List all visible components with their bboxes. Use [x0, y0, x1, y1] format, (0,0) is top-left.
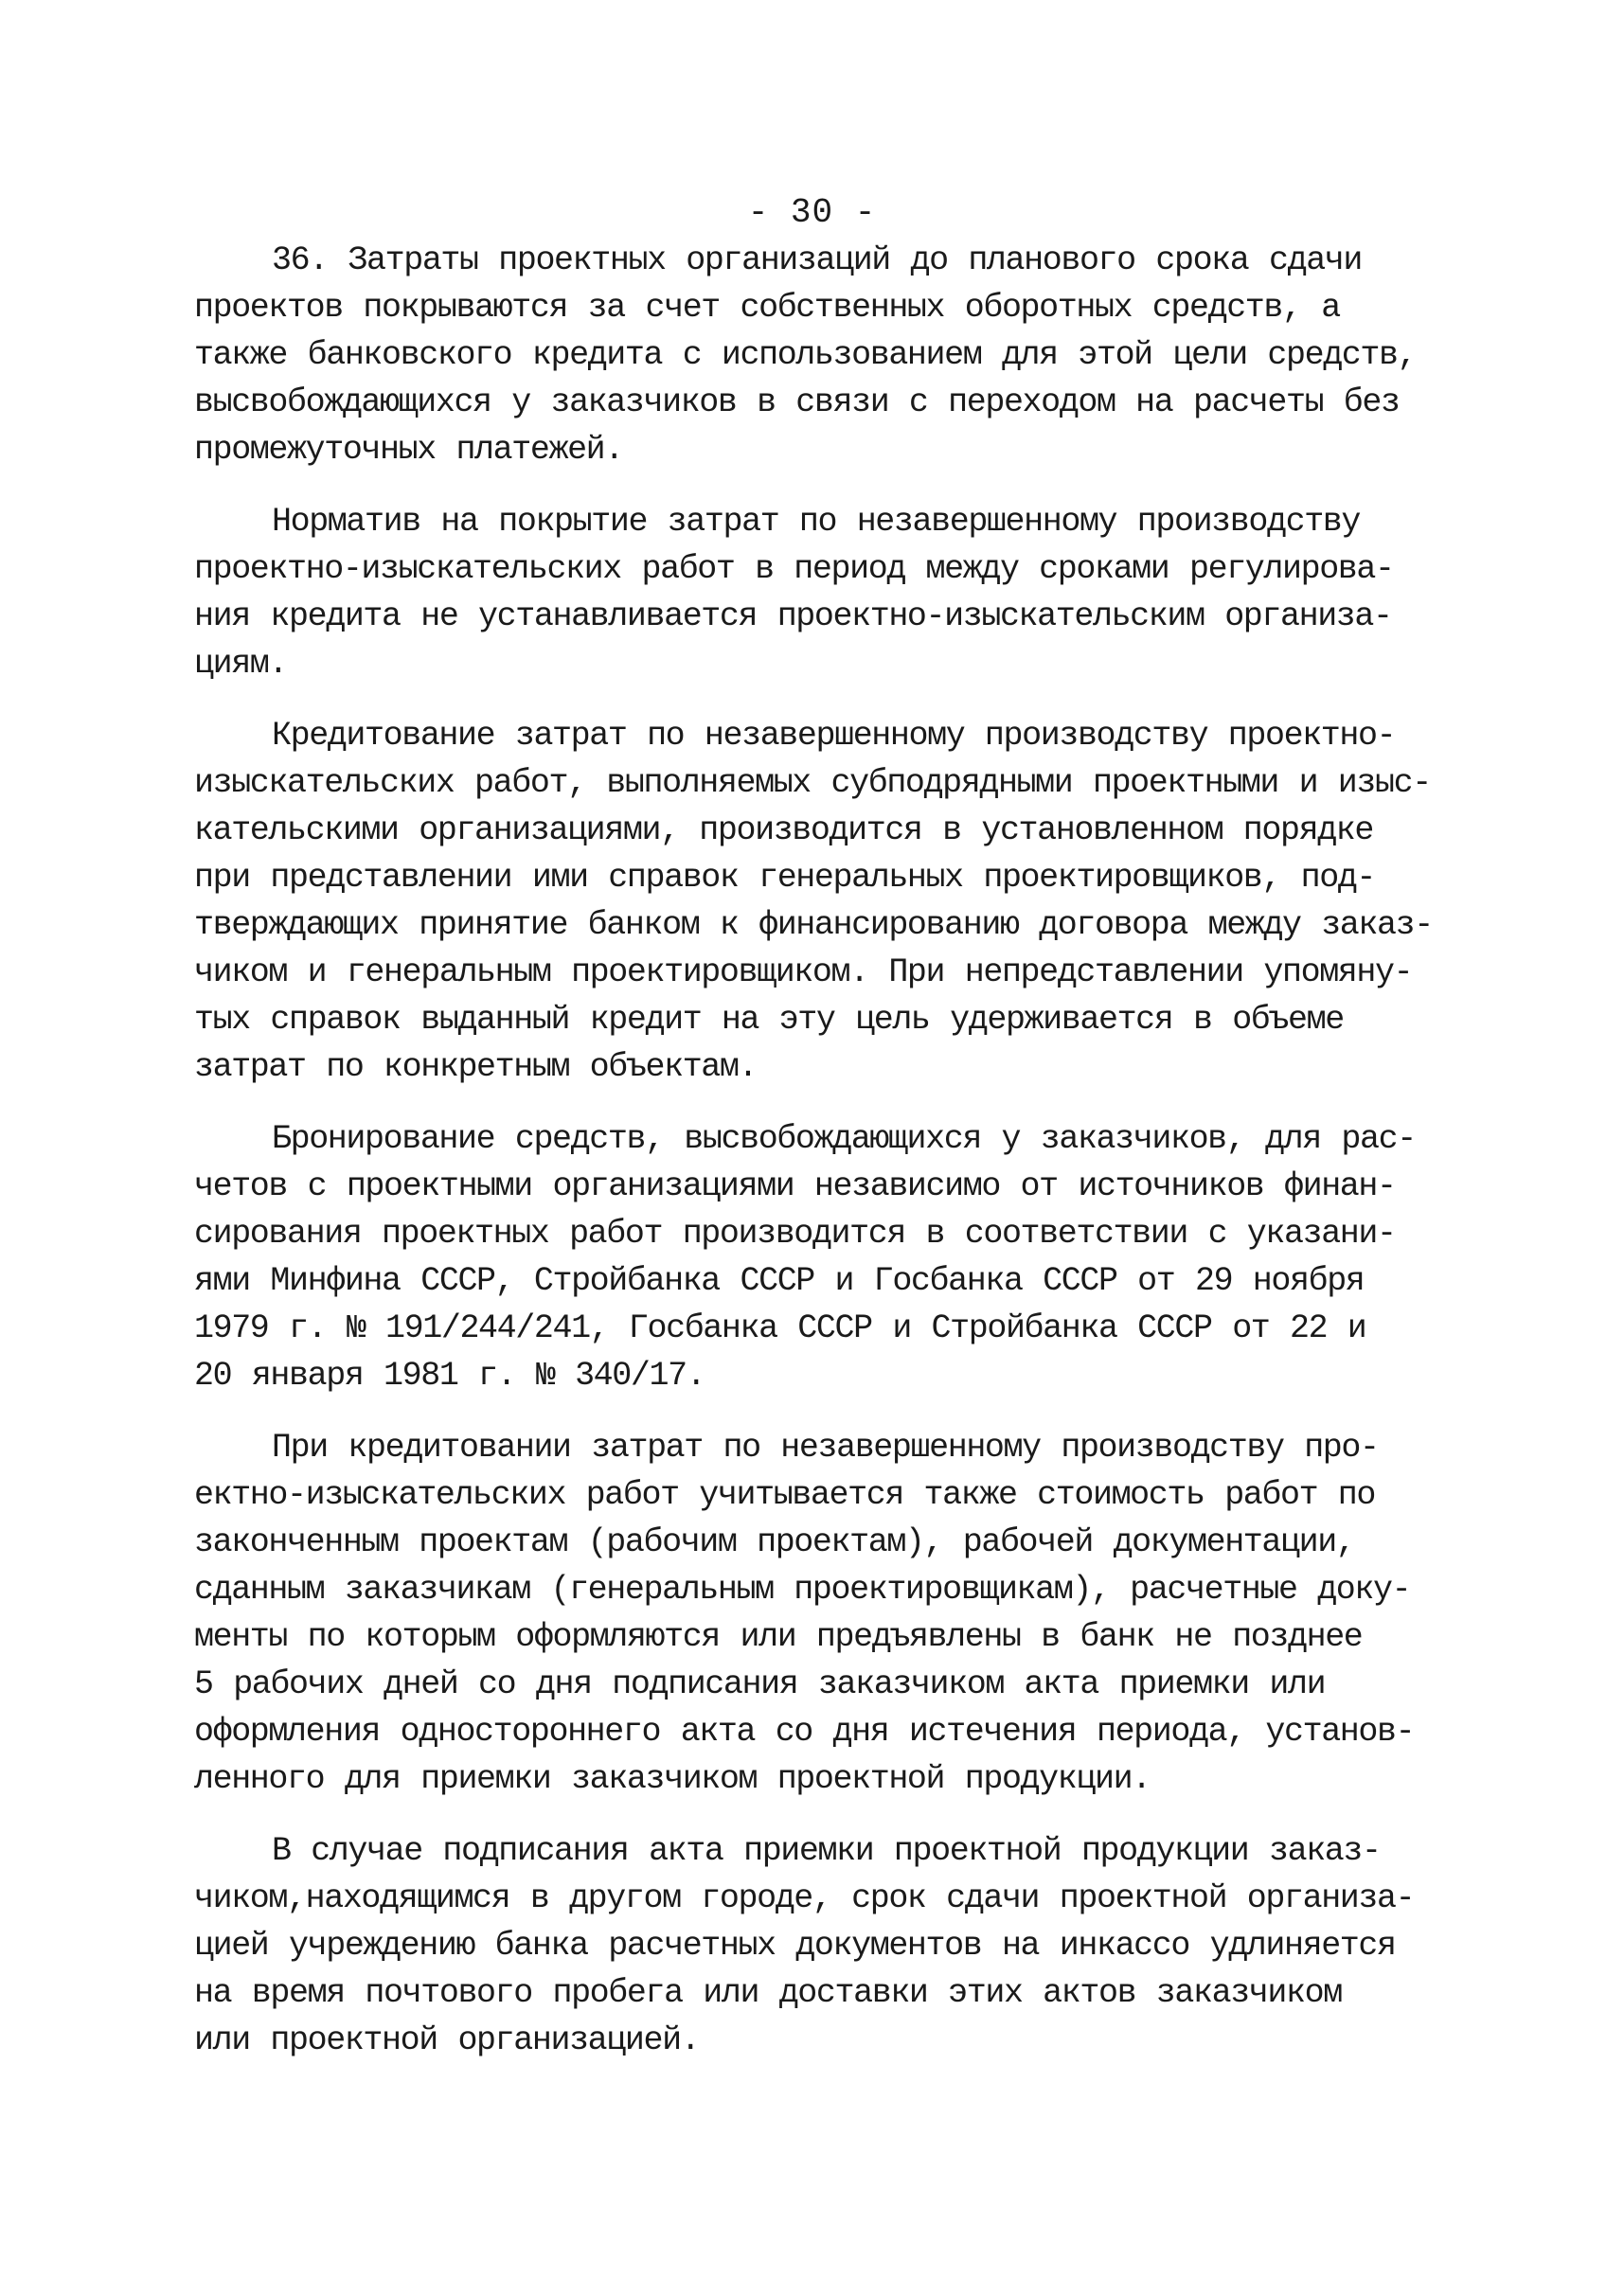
text-line: промежуточных платежей. — [194, 431, 623, 469]
text-line: проектов покрываются за счет собственных оборотных средств, а — [194, 289, 1340, 327]
paragraph-crediting — [194, 712, 1463, 1091]
text-line: 1979 г. № 191/244/241, Госбанка СССР и Стройбанка СССР от 22 и — [194, 1309, 1366, 1347]
text-line: 5 рабочих дней со дня подписания заказчиком акта приемки или — [194, 1665, 1326, 1703]
text-line: оформления одностороннего акта со дня истечения периода, установ- — [194, 1713, 1415, 1751]
text-line: тверждающих принятие банком к финансированию договора между заказ- — [194, 906, 1433, 944]
text-line: законченным проектам (рабочим проектам), рабочей документации, — [194, 1523, 1355, 1561]
document-body — [194, 237, 1463, 2089]
paragraph-other-city — [194, 1827, 1463, 2064]
text-line: на время почтового пробега или доставки этих актов заказчиком — [194, 1974, 1342, 2012]
paragraph-reservation — [194, 1115, 1463, 1399]
text-line: циям. — [194, 645, 288, 683]
text-line: или проектной организацией. — [194, 2021, 700, 2059]
text-line: цией учреждению банка расчетных документов на инкассо удлиняется — [194, 1927, 1396, 1965]
text-line: изыскательских работ, выполняемых субподрядными проектными и изыс- — [194, 764, 1431, 802]
paragraph-normative — [194, 498, 1463, 687]
text-line: ями Минфина СССР, Стройбанка СССР и Госбанка СССР от 29 ноября — [194, 1262, 1365, 1300]
text-line: Кредитование затрат по незавершенному производству проектно- — [272, 717, 1396, 755]
text-line: затрат по конкретным объектам. — [194, 1048, 758, 1086]
paragraph-completed-projects — [194, 1424, 1463, 1803]
text-line: сданным заказчикам (генеральным проектировщикам), расчетные доку- — [194, 1571, 1411, 1609]
text-line: В случае подписания акта приемки проектной продукции заказ- — [272, 1832, 1381, 1870]
text-line: кательскими организациями, производится в установленном порядке — [194, 811, 1374, 849]
text-line: чиком,находящимся в другом городе, срок сдачи проектной организа- — [194, 1879, 1415, 1917]
text-line: 36. Затраты проектных организаций до планового срока сдачи — [272, 241, 1362, 279]
page-number: - 30 - — [747, 193, 877, 232]
text-line: также банковского кредита с использованием для этой цели средств, — [194, 336, 1417, 374]
text-line: 20 января 1981 г. № 340/17. — [194, 1357, 705, 1395]
text-line: При кредитовании затрат по незавершенному производству про- — [272, 1429, 1379, 1467]
text-line: менты по которым оформляются или предъявлены в банк не позднее — [194, 1618, 1363, 1656]
text-line: проектно-изыскательских работ в период между сроками регулирова- — [194, 550, 1394, 588]
text-line: ектно-изыскательских работ учитывается также стоимость работ по — [194, 1476, 1376, 1514]
text-line: Норматив на покрытие затрат по незавершенному производству — [272, 503, 1360, 541]
text-line: при представлении ими справок генеральных проектировщиков, под- — [194, 859, 1376, 897]
text-line: ленного для приемки заказчиком проектной продукции. — [194, 1760, 1151, 1798]
text-line: тых справок выданный кредит на эту цель удерживается в объеме — [194, 1001, 1344, 1039]
text-line: ния кредита не устанавливается проектно-изыскательским организа- — [194, 597, 1392, 635]
paragraph-36-costs — [194, 237, 1463, 473]
text-line: чиком и генеральным проектировщиком. При непредставлении упомяну- — [194, 953, 1413, 991]
text-line: четов с проектными организациями независимо от источников финан- — [194, 1167, 1396, 1205]
text-line: высвобождающихся у заказчиков в связи с переходом на расчеты без — [194, 383, 1400, 421]
text-line: сирования проектных работ производится в соответствии с указани- — [194, 1215, 1396, 1253]
text-line: Бронирование средств, высвобождающихся у заказчиков, для рас- — [272, 1120, 1416, 1158]
